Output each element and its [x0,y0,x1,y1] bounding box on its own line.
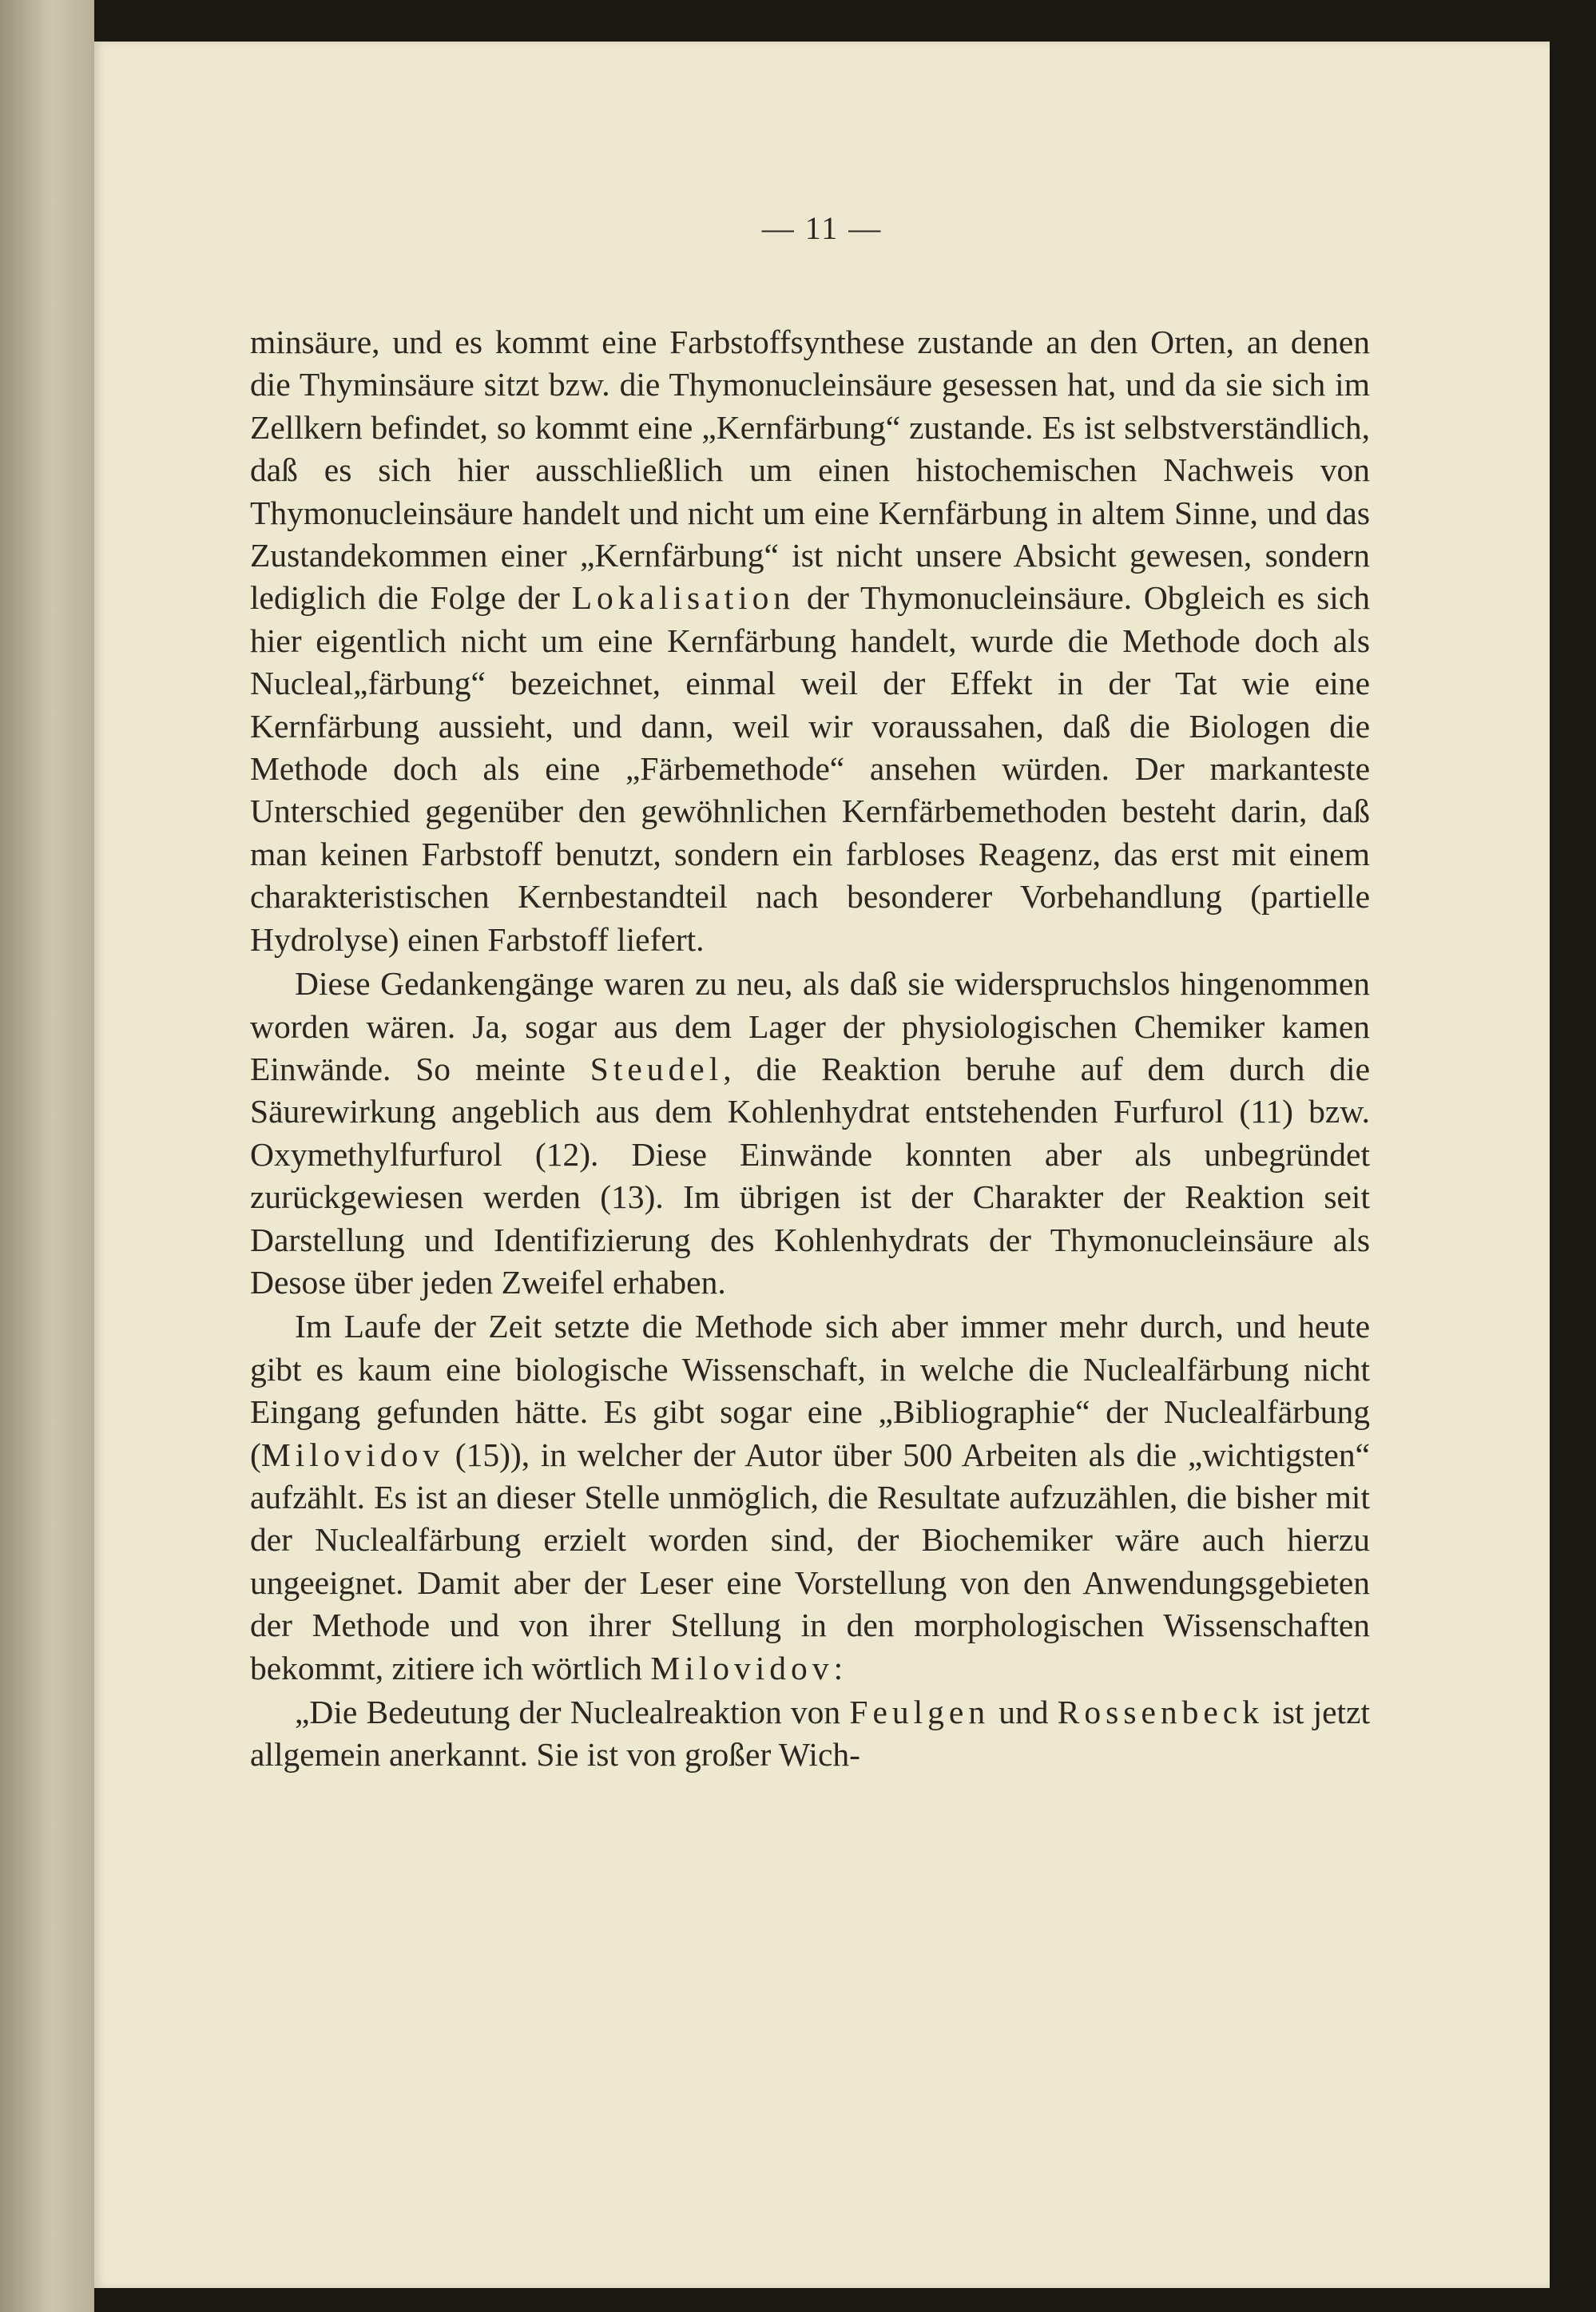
text-run: der Thymonucleinsäure. Obgleich es sich hier eigentlich nicht um eine Kernfärbung handelt, wurde die Methode doch als Nucleal„färbung“ bezeichnet, einmal weil der Effekt in der Tat wie eine Kernfärbung aussieht, und dann, weil wir voraussahen, daß die Biologen die Methode doch als eine „Färbemethode“ ansehen würden. Der markanteste Unterschied gegenüber den gewöhnlichen Kernfärbemethoden besteht darin, daß man keinen Farbstoff benutzt, sondern ein farbloses Reagenz, das erst mit einem charakteristischen Kernbestandteil nach besonderer Vorbehandlung (partielle Hydrolyse) einen Farbstoff liefert. [250,579,1370,958]
previous-page-edge [0,0,94,2312]
book-page [94,42,1550,2288]
spaced-name: Rossenbeck [1057,1694,1264,1730]
page-number: — 11 — [761,210,883,246]
paragraph [250,963,1370,1304]
text-run: , die Reaktion beruhe auf dem durch die Säurewirkung angeblich aus dem Kohlenhydrat entstehenden Furfurol (11) bzw. Oxymethylfurfurol (12). Diese Einwände konnten aber als unbegründet zurückgewiesen werden (13). Im übrigen ist der Charakter der Reaktion seit Darstellung und Identifizierung des Kohlenhydrats der Thymonucleinsäure als Desose über jeden Zweifel erhaben. [250,1050,1370,1301]
spaced-name: Milovidov [260,1436,445,1473]
paragraph [250,1305,1370,1690]
text-run: Diese Gedankengänge waren zu neu, als daß sie widerspruchslos hingenommen worden wären. Ja, sogar aus dem Lager der physiologischen Chemiker kamen Einwände. So meinte [250,965,1370,1087]
paragraph [250,321,1370,961]
text-run: ist jetzt allgemein anerkannt. Sie ist von großer Wich- [250,1694,1371,1774]
paragraph [250,1691,1370,1777]
text-run: Im Laufe der Zeit setzte die Methode sich aber immer mehr durch, und heute gibt es kaum eine biologische Wissenschaft, in welche die Nuclealfärbung nicht Eingang gefunden hätte. Es gibt sogar eine „Bibliographie“ der Nuclealfärbung ( [250,1308,1370,1473]
text-run: „Die Bedeutung der Nuclealreaktion von [295,1694,850,1730]
spaced-name: Lokalisation [571,579,796,617]
text-run: minsäure, und es kommt eine Farbstoffsynthese zustande an den Orten, an denen die Thyminsäure sitzt bzw. die Thymonucleinsäure gesessen hat, und da sie sich im Zellkern befindet, so kommt eine „Kernfärbung“ zustande. Es ist selbstverständlich, daß es sich hier ausschließlich um einen histochemischen Nachweis von Thymonucleinsäure handelt und nicht um eine Kernfärbung in altem Sinne, und das Zustandekommen einer „Kernfärbung“ ist nicht unsere Absicht gewesen, sondern lediglich die Folge der [250,324,1370,617]
spaced-name: Steudel [590,1050,724,1087]
spaced-name: Milovidov [650,1649,834,1686]
text-run: : [833,1649,844,1686]
body-text [250,321,1370,1777]
spaced-name: Feulgen [849,1694,991,1730]
text-run: und [990,1694,1058,1730]
text-run: (15)), in welcher der Autor über 500 Arbeiten als die „wichtigsten“ aufzählt. Es ist an dieser Stelle unmöglich, die Resultate aufzuzählen, die bisher mit der Nuclealfärbung erzielt worden sind, der Biochemiker wäre auch hierzu ungeeignet. Damit aber der Leser eine Vorstellung von den Anwendungsgebieten der Methode und von ihrer Stellung in den morphologischen Wissenschaften bekommt, zitiere ich wörtlich [250,1436,1370,1686]
